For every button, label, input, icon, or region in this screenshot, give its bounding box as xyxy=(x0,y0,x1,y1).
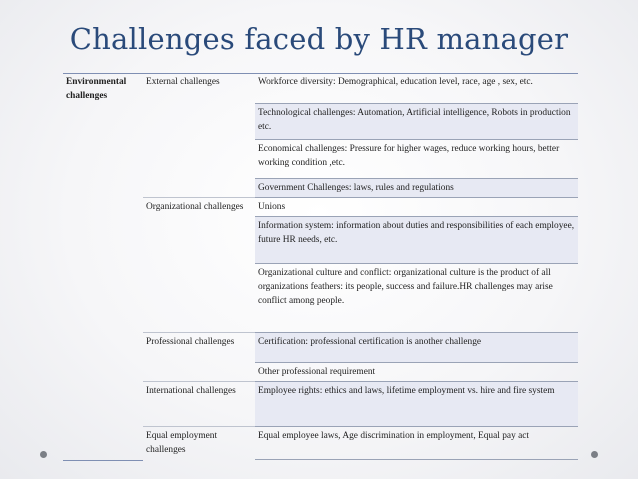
detail-employee-rights: Employee rights: ethics and laws, lifetime employment vs. hire and fire system xyxy=(255,382,578,427)
detail-workforce-diversity: Workforce diversity: Demographical, education level, race, age , sex, etc. xyxy=(258,77,533,87)
category-equal-employment: Equal employment challenges xyxy=(143,427,255,460)
detail-information-system: Information system: information about duties and responsibilities of each employee, future HR needs, etc. xyxy=(255,217,578,264)
slide-title: Challenges faced by HR manager xyxy=(69,22,569,56)
category-professional: Professional challenges xyxy=(143,333,255,382)
detail-organizational-culture: Organizational culture and conflict: organizational culture is the product of all organizations feathers: its people, success and failure.HR challenges may arise conflict among people. xyxy=(255,264,578,333)
detail-equal-employee-laws: Equal employee laws, Age discrimination in employment, Equal pay act xyxy=(255,427,578,460)
slide-dot-left xyxy=(40,451,47,458)
category-organizational: Organizational challenges xyxy=(143,198,255,333)
hr-challenges-table xyxy=(63,73,578,460)
detail-certification: Certification: professional certification is another challenge xyxy=(255,333,578,363)
detail-unions: Unions xyxy=(255,198,578,217)
bottom-rule xyxy=(63,460,143,461)
detail-other-professional: Other professional requirement xyxy=(255,363,578,382)
detail-government: Government Challenges: laws, rules and regulations xyxy=(255,179,578,198)
detail-economical: Economical challenges: Pressure for higher wages, reduce working hours, better working condition ,etc. xyxy=(255,140,578,179)
environmental-challenges-cell: Environmental challenges xyxy=(66,77,127,102)
category-international: International challenges xyxy=(143,382,255,427)
category-external: External challenges xyxy=(146,77,220,87)
slide-dot-right xyxy=(591,451,598,458)
table-row xyxy=(63,73,578,104)
detail-technological: Technological challenges: Automation, Artificial intelligence, Robots in production etc. xyxy=(255,104,578,140)
